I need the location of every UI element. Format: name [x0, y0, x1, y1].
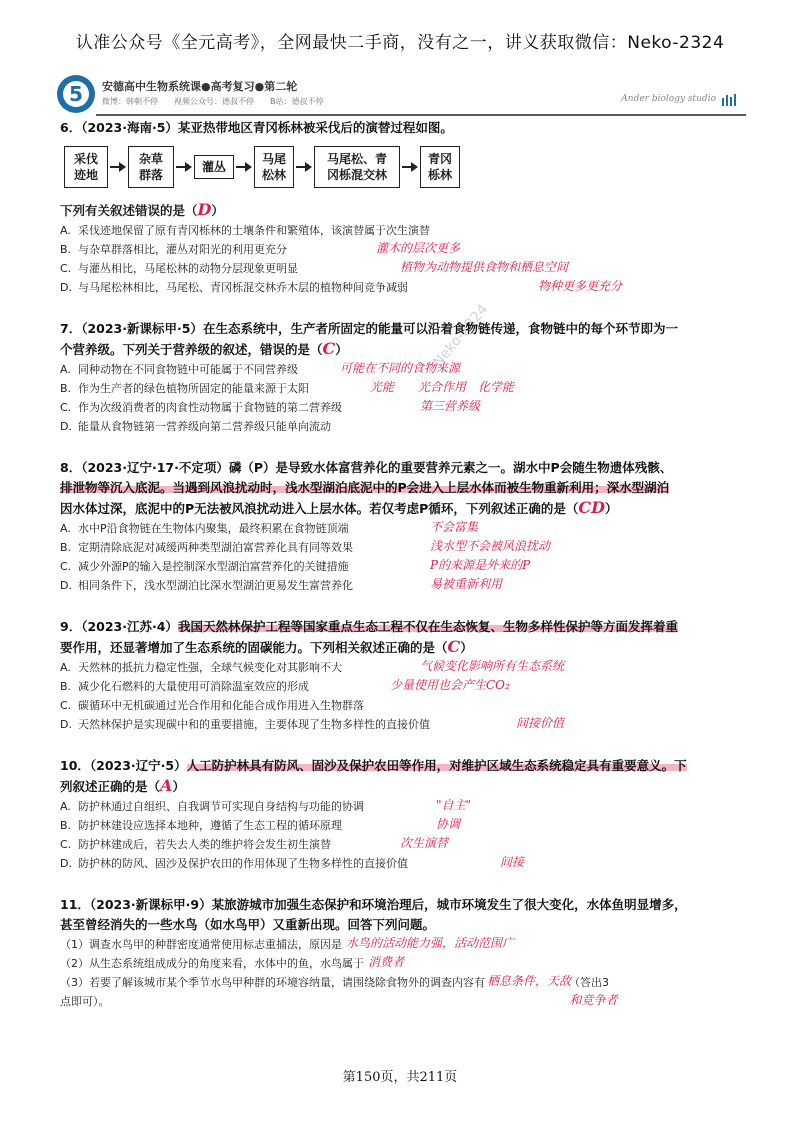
- handwritten-note: 水鸟的活动能力强，活动范围广: [346, 936, 515, 950]
- q7-answer: C: [322, 339, 336, 358]
- flow-arrow: [110, 166, 124, 168]
- handwritten-note: 浅水型不会被风浪扰动: [430, 539, 551, 553]
- q7-option-d: D. 能量从食物链第一营养级向第二营养级只能单向流动: [60, 420, 331, 433]
- flow-node: 青冈 栎林: [420, 146, 460, 188]
- handwritten-note: 气候变化影响所有生态系统: [420, 659, 565, 673]
- q10-option-b: B. 防护林建设应选择本地种，遵循了生态工程的循环原理 协调: [60, 817, 461, 832]
- handwritten-note: 不会富集: [430, 520, 479, 534]
- flow-arrow: [296, 166, 310, 168]
- header-title: 安德高中生物系统课●高考复习●第二轮: [102, 80, 298, 93]
- q6-option-c: C. 与灌丛相比，马尾松林的动物分层现象更明显 植物为动物提供食物和栖息空间: [60, 260, 569, 275]
- page-header: [56, 74, 746, 118]
- q6-option-a: A. 采伐迹地保留了原有青冈栎林的土壤条件和繁殖体，该演替属于次生演替: [60, 224, 430, 237]
- flow-node: 采伐 迹地: [64, 146, 108, 188]
- handwritten-note: 间接价值: [516, 716, 565, 730]
- q11-part-1: （1）调查水鸟甲的种群密度通常使用标志重捕法，原因是 水鸟的活动能力强，活动范围广: [60, 936, 515, 951]
- handwritten-note: "自主": [436, 798, 472, 812]
- handwritten-note: 消费者: [368, 955, 405, 969]
- q8-option-b: B. 定期清除底泥对减缓两种类型湖泊富营养化具有同等效果 浅水型不会被风浪扰动: [60, 539, 551, 554]
- q8-option-a: A. 水中P沿食物链在生物体内聚集，最终积累在食物链顶端 不会富集: [60, 520, 479, 535]
- succession-flowchart: [62, 146, 750, 194]
- handwritten-note: 栖息条件，天敌: [487, 974, 572, 988]
- q11-part-2: （2）从生态系统组成成分的角度来看，水体中的鱼，水鸟属于 消费者: [60, 955, 405, 970]
- handwritten-note: 灌木的层次更多: [376, 241, 461, 255]
- handwritten-note: 易被重新利用: [430, 577, 503, 591]
- q10-title: 10．（2023·辽宁·5）人工防护林具有防风、固沙及保护农田等作用，对维护区域生态系统稳定具有重要意义。下: [60, 758, 687, 773]
- q7-option-b: B. 作为生产者的绿色植物所固定的能量来源于太阳 光能 光合作用 化学能: [60, 380, 515, 395]
- q7-option-a: A. 同种动物在不同食物链中可能属于不同营养级 可能在不同的食物来源: [60, 361, 461, 376]
- flow-node: 灌丛: [194, 155, 234, 179]
- q6-option-d: D. 与马尾松林相比，马尾松、青冈栎混交林乔木层的植物种间竞争减弱 物种更多更充分: [60, 279, 623, 294]
- handwritten-note: 协调: [436, 817, 461, 831]
- bars-icon: [722, 94, 738, 106]
- question-10: 10．（2023·辽宁·5）人工防护林具有防风、固沙及保护农田等作用，对维护区域生态系统稳定具有重要意义。下 列叙述正确的是（A） A. 防护林通过自组织、自我调节可实现自身结构与功能的协调 "自主" B. 防护林建设应选择本地种，遵循了生态工程的循环原理 协调 C. 防护林建成后，若失去人类的维护将会发生初生演替 次生演替 D. 防护林的防风、固沙及保护农田的作用体现了生物多样性的直接价值 间接: [60, 756, 750, 873]
- page-number: 第150页，共211页: [342, 1070, 458, 1085]
- handwritten-note: 光能 光合作用 化学能: [370, 380, 515, 394]
- header-subtitle: 微博：韩朝不停 视频公众号：德叔不停 B站：德叔不停: [102, 97, 324, 106]
- q7-title: 7．（2023·新课标甲·5）在生态系统中，生产者所固定的能量可以沿着食物链传递，食物链中的每个环节即为一: [60, 321, 678, 336]
- q11-title: 11．（2023·新课标甲·9）某旅游城市加强生态保护和环境治理后，城市环境发生了很大变化，水体鱼明显增多，: [60, 897, 687, 912]
- question-8: 8．（2023·辽宁·17·不定项）磷（P）是导致水体富营养化的重要营养元素之一。湖水中P会随生物遗体残骸、 排泄物等沉入底泥。当遇到风浪扰动时，浅水型湖泊底泥中的P会进入上层水体而被生物重新利用；深水型湖泊 因水体过深，底泥中的P无法被风浪扰动进入上层水体。若仅考虑P循环，下列叙述正确的是（CD） A. 水中P沿食物链在生物体内聚集，最终积累在食物链顶端 不会富集 B. 定期清除底泥对减缓两种类型湖泊富营养化具有同等效果 浅水型不会被风浪扰动 C. 减少外源P的输入是控制深水型湖泊富营养化的关键措施 P的来源是外来的P D. 相同条件下，浅水型湖泊比深水型湖泊更易发生富营养化 易被重新利用: [60, 458, 750, 595]
- handwritten-note: 间接: [500, 855, 525, 869]
- handwritten-note: 物种更多更充分: [538, 279, 623, 293]
- handwritten-note: 可能在不同的食物来源: [340, 361, 461, 375]
- q10-option-a: A. 防护林通过自组织、自我调节可实现自身结构与功能的协调 "自主": [60, 798, 472, 813]
- flow-arrow: [402, 166, 416, 168]
- q9-answer: C: [447, 637, 461, 656]
- flow-arrow: [176, 166, 190, 168]
- q9-option-c: C. 碳循环中无机碳通过光合作用和化能合成作用进入生物群落: [60, 699, 364, 712]
- question-6: [60, 118, 750, 297]
- q9-title: 9．（2023·江苏·4）我国天然林保护工程等国家重点生态工程不仅在生态恢复、生物多样性保护等方面发挥着重: [60, 619, 678, 634]
- q9-option-d: D. 天然林保护是实现碳中和的重要措施，主要体现了生物多样性的直接价值 间接价值: [60, 716, 565, 731]
- q10-answer: A: [160, 776, 173, 795]
- flow-node: 马尾松、青 冈栎混交林: [314, 146, 400, 188]
- handwritten-note: 第三营养级: [420, 399, 481, 413]
- q8-option-d: D. 相同条件下，浅水型湖泊比深水型湖泊更易发生富营养化 易被重新利用: [60, 577, 503, 592]
- q8-answer: CD: [578, 498, 605, 517]
- handwritten-note: 次生演替: [400, 836, 449, 850]
- q8-title: 8．（2023·辽宁·17·不定项）磷（P）是导致水体富营养化的重要营养元素之一。湖水中P会随生物遗体残骸、: [60, 460, 673, 475]
- handwritten-note: 植物为动物提供食物和栖息空间: [400, 260, 569, 274]
- q7-option-c: C. 作为次级消费者的肉食性动物属于食物链的第二营养级 第三营养级: [60, 399, 481, 414]
- question-7: 7．（2023·新课标甲·5）在生态系统中，生产者所固定的能量可以沿着食物链传递，食物链中的每个环节即为一 个营养级。下列关于营养级的叙述，错误的是（C） A. 同种动物在不同食物链中可能属于不同营养级 可能在不同的食物来源 B. 作为生产者的绿色植物所固定的能量来源于太阳 光能 光合作用 化学能 C. 作为次级消费者的肉食性动物属于食物链的第二营养级 第三营养级 D. 能量从食物链第一营养级向第二营养级只能单向流动: [60, 319, 750, 436]
- flow-node: 杂草 群落: [128, 146, 174, 188]
- logo-icon: [56, 74, 96, 114]
- header-studio: Ander biology studio: [621, 94, 716, 104]
- q10-option-d: D. 防护林的防风、固沙及保护农田的作用体现了生物多样性的直接价值 间接: [60, 855, 525, 870]
- q8-option-c: C. 减少外源P的输入是控制深水型湖泊富营养化的关键措施 P的来源是外来的P: [60, 558, 531, 573]
- q10-option-c: C. 防护林建成后，若失去人类的维护将会发生初生演替 次生演替: [60, 836, 449, 851]
- q11-part-3: （3）若要了解该城市某个季节水鸟甲种群的环境容纳量，请围绕除食物外的调查内容有 栖息条件，天敌（答出3: [60, 974, 610, 989]
- watermark: Neko-2324: [430, 301, 492, 371]
- svg-text:5: 5: [69, 82, 83, 106]
- q9-option-a: A. 天然林的抵抗力稳定性强，全球气候变化对其影响不大 气候变化影响所有生态系统: [60, 659, 565, 674]
- q6-title: 6．（2023·海南·5）某亚热带地区青冈栎林被采伐后的演替过程如图。: [60, 120, 453, 135]
- flow-node: 马尾 松林: [254, 146, 294, 188]
- q6-answer: D: [197, 200, 212, 219]
- handwritten-note: 少量使用也会产生CO₂: [390, 678, 510, 692]
- question-9: 9．（2023·江苏·4）我国天然林保护工程等国家重点生态工程不仅在生态恢复、生物多样性保护等方面发挥着重 要作用，还显著增加了生态系统的固碳能力。下列相关叙述正确的是（C） A. 天然林的抵抗力稳定性强，全球气候变化对其影响不大 气候变化影响所有生态系统 B. 减少化石燃料的大量使用可消除温室效应的形成 少量使用也会产生CO₂ C. 碳循环中无机碳通过光合作用和化能合成作用进入生物群落 D. 天然林保护是实现碳中和的重要措施，主要体现了生物多样性的直接价值 间接价值: [60, 617, 750, 734]
- question-11: 11．（2023·新课标甲·9）某旅游城市加强生态保护和环境治理后，城市环境发生了很大变化，水体鱼明显增多， 甚至曾经消失的一些水鸟（如水鸟甲）又重新出现。回答下列问题。 （1）调查水鸟甲的种群密度通常使用标志重捕法，原因是 水鸟的活动能力强，活动范围广 （2）从生态系统组成成分的角度来看，水体中的鱼，水鸟属于 消费者 （3）若要了解该城市某个季节水鸟甲种群的环境容纳量，请围绕除食物外的调查内容有 栖息条件，天敌（答出3 点即可）。 和竞争者: [60, 895, 750, 1011]
- flow-arrow: [236, 166, 250, 168]
- page-content: [60, 118, 750, 1011]
- handwritten-note: 和竞争者: [569, 993, 618, 1007]
- q6-intro: 下列有关叙述错误的是（D）: [60, 200, 224, 219]
- q6-option-b: B. 与杂草群落相比，灌丛对阳光的利用更充分 灌木的层次更多: [60, 241, 461, 256]
- q9-option-b: B. 减少化石燃料的大量使用可消除温室效应的形成 少量使用也会产生CO₂: [60, 678, 510, 693]
- handwritten-note: P的来源是外来的P: [430, 558, 531, 572]
- header-divider: [96, 114, 746, 116]
- top-banner: 认准公众号《全元高考》，全网最快二手商，没有之一，讲义获取微信：Neko-2324: [75, 33, 725, 53]
